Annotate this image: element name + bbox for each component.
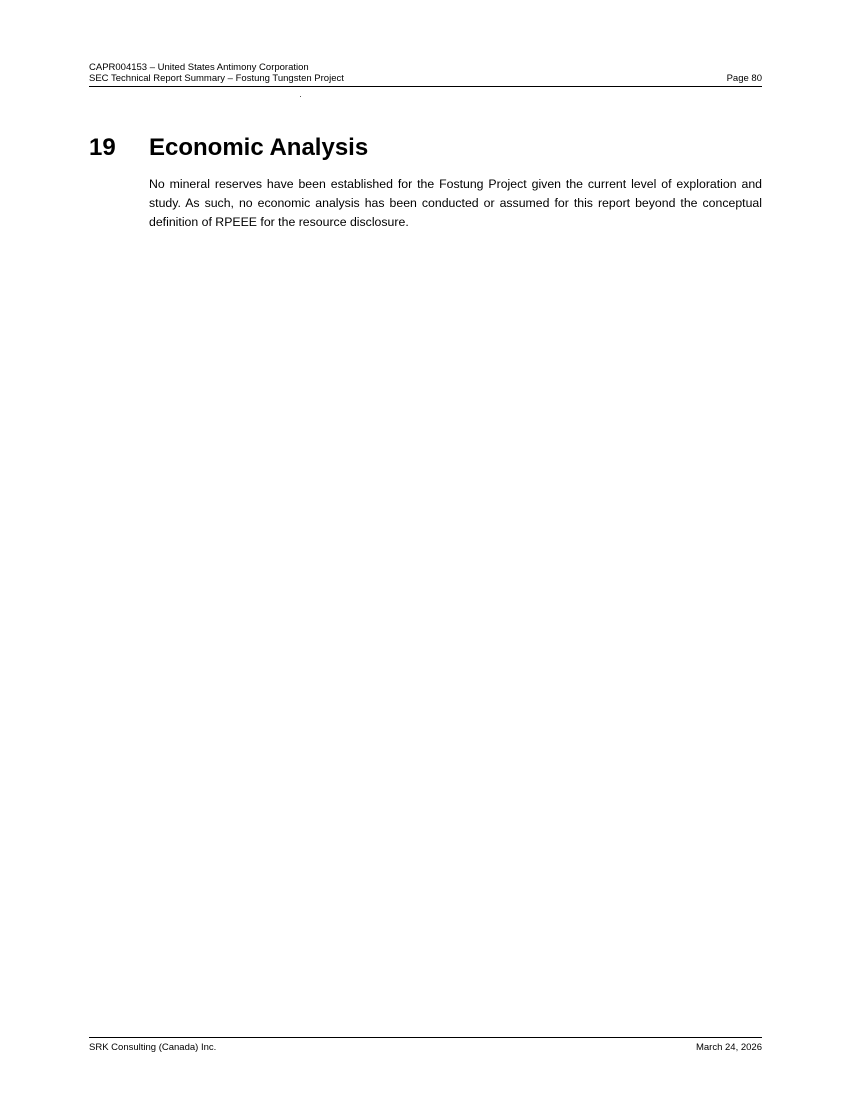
header-report-title: SEC Technical Report Summary – Fostung Tungsten Project bbox=[89, 73, 344, 84]
header-row bbox=[89, 73, 762, 84]
footer-date: March 24, 2026 bbox=[695, 1042, 762, 1053]
header-report-id: CAPR004153 – United States Antimony Corporation bbox=[89, 62, 309, 73]
section-paragraph: No mineral reserves have been established for the Fostung Project given the current level of exploration and study. As such, no economic analysis has been conducted or assumed for this report beyond the conceptual definition of RPEEE for the resource disclosure. bbox=[149, 177, 762, 229]
header-page-number: Page 80 bbox=[726, 73, 762, 84]
header-divider bbox=[89, 86, 762, 87]
section-number: 19 bbox=[89, 134, 116, 161]
footer-divider bbox=[89, 1037, 762, 1038]
section-title: Economic Analysis bbox=[149, 134, 369, 161]
page-footer bbox=[89, 1042, 762, 1053]
stray-dot bbox=[300, 96, 301, 97]
section-heading bbox=[89, 133, 762, 163]
page-header bbox=[89, 62, 762, 84]
footer-company: SRK Consulting (Canada) Inc. bbox=[89, 1042, 217, 1053]
